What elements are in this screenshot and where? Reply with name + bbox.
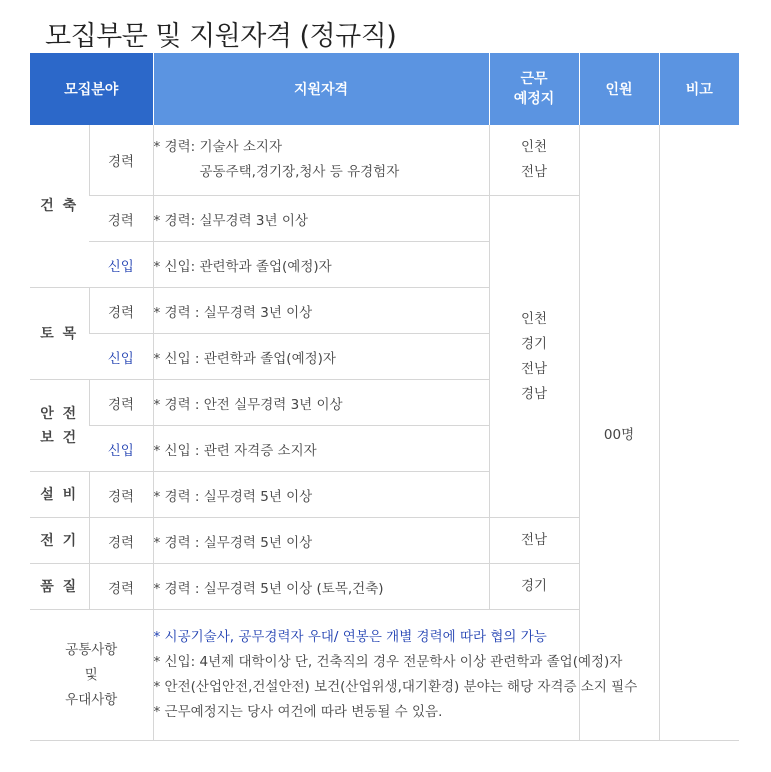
- location-line: 경기: [520, 335, 548, 352]
- location-line: 인천: [520, 139, 548, 155]
- qualification-cell: * 경력 : 실무경력 5년 이상: [153, 472, 489, 518]
- type-new-hire: 신입: [89, 334, 153, 380]
- category-civil: 토 목: [30, 288, 89, 380]
- qualification-cell: * 경력: 실무경력 3년 이상: [153, 196, 489, 242]
- page-title: 모집부문 및 지원자격 (정규직): [45, 21, 397, 52]
- notes-content: [153, 610, 739, 741]
- qualification-cell: * 경력 : 안전 실무경력 3년 이상: [153, 380, 489, 426]
- type-new-hire: 신입: [89, 242, 153, 288]
- type-experienced: 경력: [89, 564, 153, 610]
- type-experienced: 경력: [89, 380, 153, 426]
- qualification-line: 공동주택,경기장,청사 등 유경험자: [199, 164, 400, 180]
- note-item: * 시공기술사, 공무경력자 우대/ 연봉은 개별 경력에 따라 협의 가능: [153, 629, 547, 645]
- location-cell: [489, 125, 579, 196]
- note-item: * 신입: 4년제 대학이상 단, 건축직의 경우 전문학사 이상 관련학과 졸업(예정)자: [153, 654, 623, 670]
- category-architecture: 건 축: [30, 125, 89, 288]
- header-location-line2: 예정지: [513, 91, 555, 107]
- category-equipment: 설 비: [30, 472, 89, 518]
- notes-label-line: 공통사항: [65, 641, 118, 658]
- qualification-cell: * 신입 : 관련학과 졸업(예정)자: [153, 334, 489, 380]
- note-item: * 안전(산업안전,건설안전) 보건(산업위생,대기환경) 분야는 해당 자격증 소지 필수: [153, 679, 638, 695]
- type-experienced: 경력: [89, 472, 153, 518]
- header-remarks: 비고: [659, 53, 739, 125]
- qualification-line: * 경력: 기술사 소지자: [153, 139, 283, 155]
- header-qualification: 지원자격: [153, 53, 489, 125]
- type-experienced: 경력: [89, 125, 153, 196]
- header-field: 모집분야: [30, 53, 153, 125]
- type-new-hire: 신입: [89, 426, 153, 472]
- header-location: [489, 53, 579, 125]
- location-cell: 경기: [489, 564, 579, 610]
- table-row: [30, 125, 739, 196]
- category-quality: 품 질: [30, 564, 89, 610]
- location-line: 경남: [520, 385, 548, 402]
- category-safety-health: [30, 380, 89, 472]
- recruitment-table: [30, 53, 739, 741]
- location-merged-cell: [489, 196, 579, 518]
- qualification-cell: * 경력 : 실무경력 3년 이상: [153, 288, 489, 334]
- location-line: 전남: [520, 164, 548, 180]
- note-item: * 근무예정지는 당사 여건에 따라 변동될 수 있음.: [153, 704, 443, 720]
- header-location-line1: 근무: [520, 71, 548, 87]
- headcount-cell: 00명: [579, 125, 659, 741]
- category-line: 보 건: [40, 429, 79, 446]
- type-experienced: 경력: [89, 518, 153, 564]
- category-line: 안 전: [40, 405, 79, 422]
- type-experienced: 경력: [89, 196, 153, 242]
- qualification-cell: * 경력 : 실무경력 5년 이상: [153, 518, 489, 564]
- qualification-cell: [153, 125, 489, 196]
- table-header-row: [30, 53, 739, 125]
- notes-label-line: 우대사항: [65, 691, 118, 708]
- category-electrical: 전 기: [30, 518, 89, 564]
- location-line: 인천: [520, 310, 548, 327]
- notes-row: [30, 610, 739, 741]
- location-cell: 전남: [489, 518, 579, 564]
- qualification-cell: * 신입 : 관련 자격증 소지자: [153, 426, 489, 472]
- location-line: 전남: [520, 360, 548, 377]
- notes-label-line: 및: [84, 666, 98, 683]
- qualification-cell: * 신입: 관련학과 졸업(예정)자: [153, 242, 489, 288]
- qualification-cell: * 경력 : 실무경력 5년 이상 (토목,건축): [153, 564, 489, 610]
- header-headcount: 인원: [579, 53, 659, 125]
- notes-label: [30, 610, 153, 741]
- type-experienced: 경력: [89, 288, 153, 334]
